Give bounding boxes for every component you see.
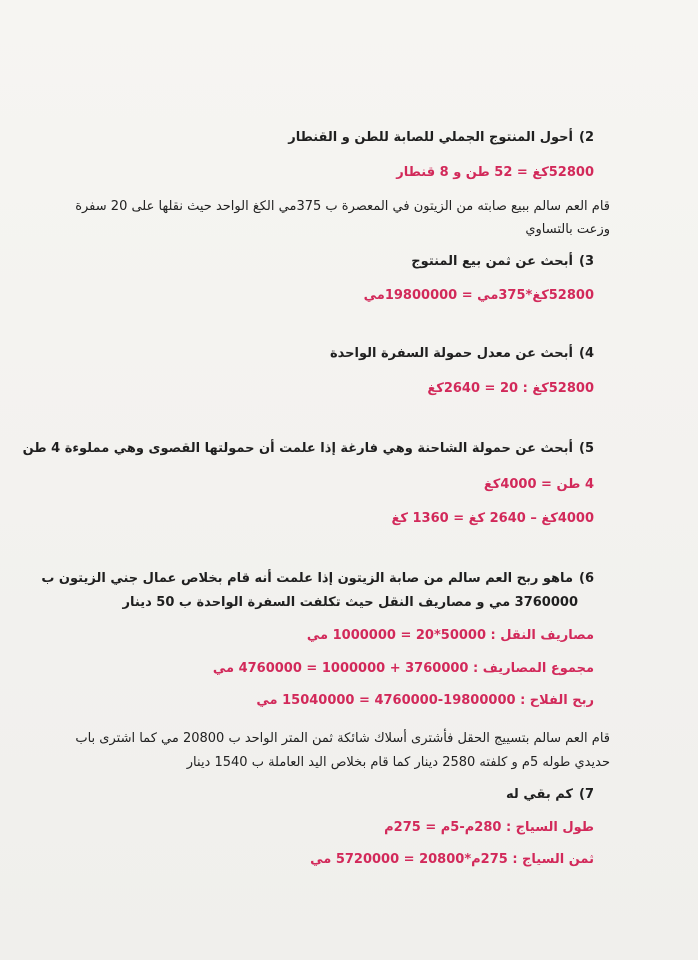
problem-paragraph-2-line-2: حديدي طوله 5م و كلفته 2580 دينار كما قام بخلاص اليد العاملة ب 1540 دينار (186, 755, 610, 770)
answer-5-line-2: 4000كغ – 2640 كغ = 1360 كغ (391, 511, 594, 526)
question-text: أبحث عن حمولة الشاحنة وهي فارغة إذا علمت أن حمولتها القصوى وهي مملوءة 4 طن (22, 441, 573, 456)
question-4 (330, 346, 594, 361)
question-text: أبحث عن ثمن بيع المنتوج (411, 254, 573, 269)
answer-6-line-2: مجموع المصاريف : 3760000 + 1000000 = 4760000 مي (212, 661, 594, 676)
question-5 (23, 441, 594, 456)
answer-6-line-3: ربح الفلاح : 19800000-4760000 = 15040000 مي (256, 693, 594, 708)
question-7 (506, 787, 594, 802)
answer-7-line-2: ثمن السياج : 275م*20800 = 5720000 مي (310, 852, 594, 867)
question-number: 3) (579, 254, 594, 269)
problem-paragraph-1-line-1: قام العم سالم ببيع صابته من الزيتون في المعصرة ب 375مي الكغ الواحد حيث نقلها على 20 سفرة (75, 199, 610, 214)
answer-2: 52800كغ = 52 طن و 8 قنطار (396, 165, 594, 180)
question-number: 7) (579, 787, 594, 802)
answer-5-line-1: 4 طن = 4000كغ (483, 477, 594, 492)
problem-paragraph-2-line-1: قام العم سالم بتسييج الحقل فأشترى أسلاك شائكة ثمن المتر الواحد ب 20800 مي كما اشترى باب (75, 731, 610, 746)
question-text: كم بقي له (506, 787, 573, 802)
question-number: 6) (579, 571, 594, 586)
question-number: 2) (579, 130, 594, 145)
answer-3: 52800كغ*375مي = 19800000مي (363, 288, 594, 303)
problem-paragraph-1-line-2: وزعت بالتساوي (525, 222, 610, 237)
question-text: ماهو ربح العم سالم من صابة الزيتون إذا علمت أنه قام بخلاص عمال جني الزيتون ب (41, 571, 573, 586)
question-2 (288, 130, 594, 145)
question-text: أبحث عن معدل حمولة السفرة الواحدة (329, 346, 573, 361)
question-6-line-2: 3760000 مي و مصاريف النقل حيث تكلفت السفرة الواحدة ب 50 دينار (122, 595, 578, 610)
answer-7-line-1: طول السياج : 280م-5م = 275م (384, 820, 594, 835)
question-6-line-1 (41, 571, 594, 586)
question-3 (411, 254, 594, 269)
question-number: 5) (579, 441, 594, 456)
question-text: أحول المنتوج الجملي للصابة للطن و القنطار (288, 130, 573, 145)
question-number: 4) (579, 346, 594, 361)
answer-4: 52800كغ : 20 = 2640كغ (427, 381, 594, 396)
answer-6-line-1: مصاريف النقل : 50000*20 = 1000000 مي (306, 628, 594, 643)
